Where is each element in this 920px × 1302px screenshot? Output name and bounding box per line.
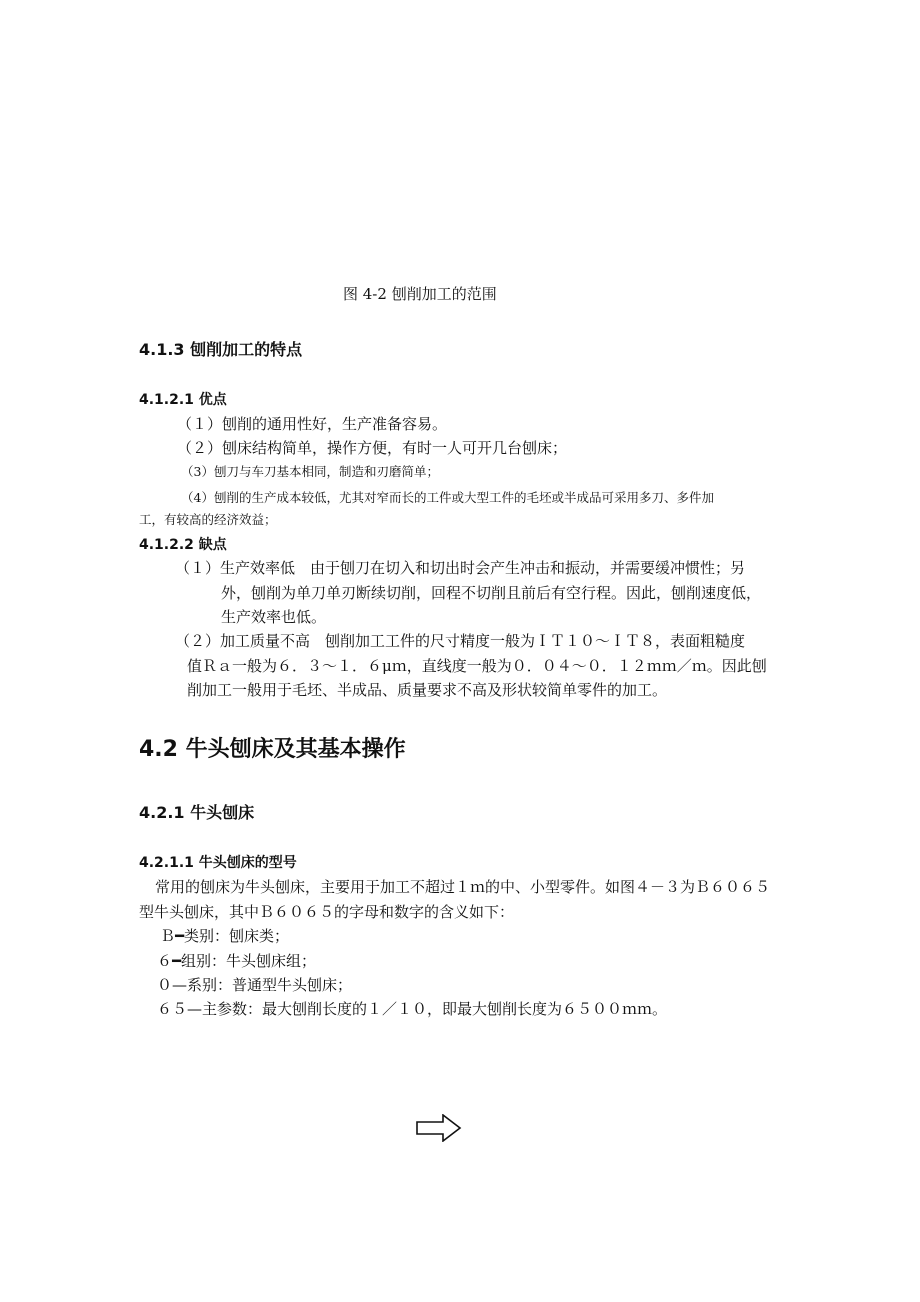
advantage-item-4: （4）刨削的生产成本较低，尤其对窄而长的工件或大型工件的毛坯或半成品可采用多刀、多件加 bbox=[181, 490, 714, 505]
model-code-main-parameter: ６５—主参数：最大刨削长度的１／１０，即最大刨削长度为６５００ｍｍ。 bbox=[157, 1000, 668, 1018]
figure-caption: 图 4-2 刨削加工的范围 bbox=[343, 285, 497, 303]
disadvantage-1-line-3: 生产效率也低。 bbox=[221, 608, 327, 626]
advantage-item-4-cont: 工，有较高的经济效益； bbox=[139, 512, 277, 527]
hollow-right-arrow-icon bbox=[416, 1114, 462, 1142]
section-heading-4-1-3: 4.1.3 刨削加工的特点 bbox=[139, 340, 303, 359]
model-code-series: ０—系别：普通型牛头刨床； bbox=[157, 976, 353, 994]
disadvantage-2-line-3: 削加工一般用于毛坯、半成品、质量要求不高及形状较简单零件的加工。 bbox=[187, 681, 668, 699]
model-code-group: ６━组别：牛头刨床组； bbox=[157, 952, 317, 970]
section-heading-4-2: 4.2 牛头刨床及其基本操作 bbox=[139, 737, 406, 762]
model-code-category: Ｂ━类别：刨床类； bbox=[160, 927, 290, 945]
subheading-advantages: 4.1.2.1 优点 bbox=[139, 392, 227, 408]
disadvantage-1-line-1: （１）生产效率低 由于刨刀在切入和切出时会产生冲击和振动，并需要缓冲惯性；另 bbox=[175, 559, 746, 577]
model-intro-line-1: 常用的刨床为牛头刨床，主要用于加工不超过１ｍ的中、小型零件。如图４－３为Ｂ６０６５ bbox=[155, 878, 771, 896]
subheading-disadvantages: 4.1.2.2 缺点 bbox=[139, 537, 227, 553]
disadvantage-2-line-2: 值Ｒａ一般为６．３～１．６μｍ，直线度一般为０．０４～０．１２ｍｍ／ｍ。因此刨 bbox=[187, 657, 767, 675]
advantage-item-3: （3）刨刀与车刀基本相同，制造和刃磨简单； bbox=[181, 464, 439, 479]
advantage-item-2: （２）刨床结构简单，操作方便，有时一人可开几台刨床； bbox=[177, 439, 568, 457]
disadvantage-1-line-2: 外，刨削为单刀单刃断续切削，回程不切削且前后有空行程。因此，刨削速度低， bbox=[221, 584, 762, 602]
section-heading-4-2-1: 4.2.1 牛头刨床 bbox=[139, 803, 255, 822]
disadvantage-2-line-1: （２）加工质量不高 刨削加工工件的尺寸精度一般为ＩＴ１０～ＩＴ８，表面粗糙度 bbox=[175, 632, 746, 650]
advantage-item-1: （１）刨削的通用性好，生产准备容易。 bbox=[177, 415, 448, 433]
subheading-4-2-1-1: 4.2.1.1 牛头刨床的型号 bbox=[139, 855, 297, 871]
model-intro-line-2: 型牛头刨床，其中Ｂ６０６５的字母和数字的含义如下： bbox=[139, 903, 515, 921]
